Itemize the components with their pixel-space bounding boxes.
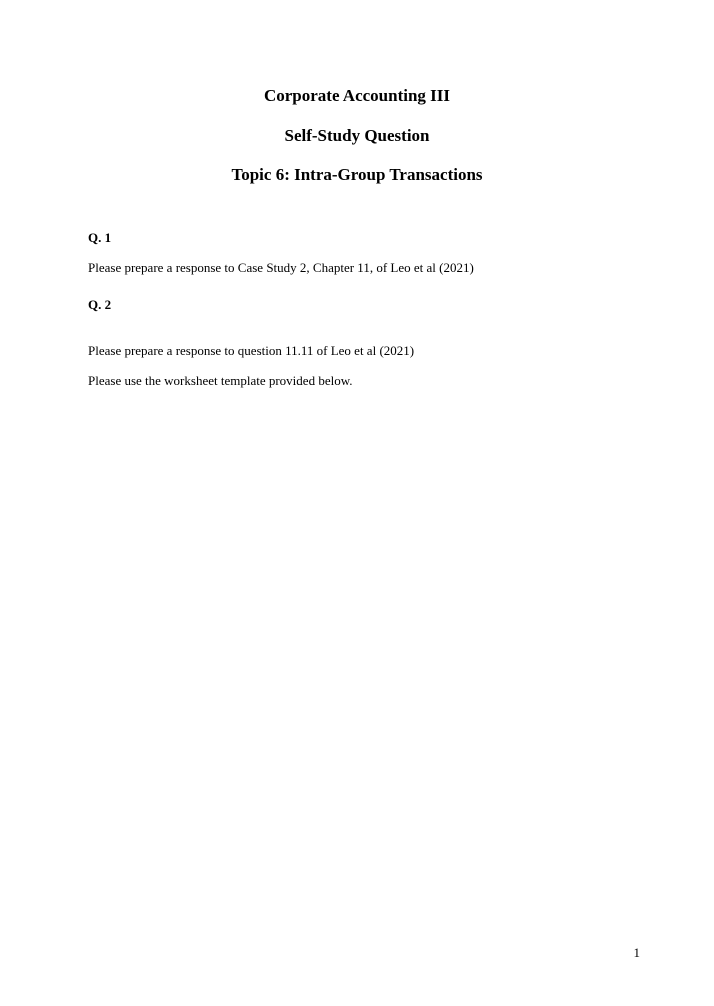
question-1-text: Please prepare a response to Case Study 2, Chapter 11, of Leo et al (2021)	[88, 260, 474, 275]
question-2-text: Please prepare a response to question 11.11 of Leo et al (2021)	[88, 343, 415, 358]
page-number: 1	[633, 945, 640, 960]
question-2-instruction: Please use the worksheet template provided below.	[88, 373, 353, 388]
question-1-label: Q. 1	[88, 230, 112, 245]
course-title: Corporate Accounting III	[263, 86, 451, 105]
topic-heading: Topic 6: Intra-Group Transactions	[231, 165, 483, 184]
document-type-heading: Self-Study Question	[284, 126, 430, 145]
question-2-label: Q. 2	[88, 297, 112, 312]
